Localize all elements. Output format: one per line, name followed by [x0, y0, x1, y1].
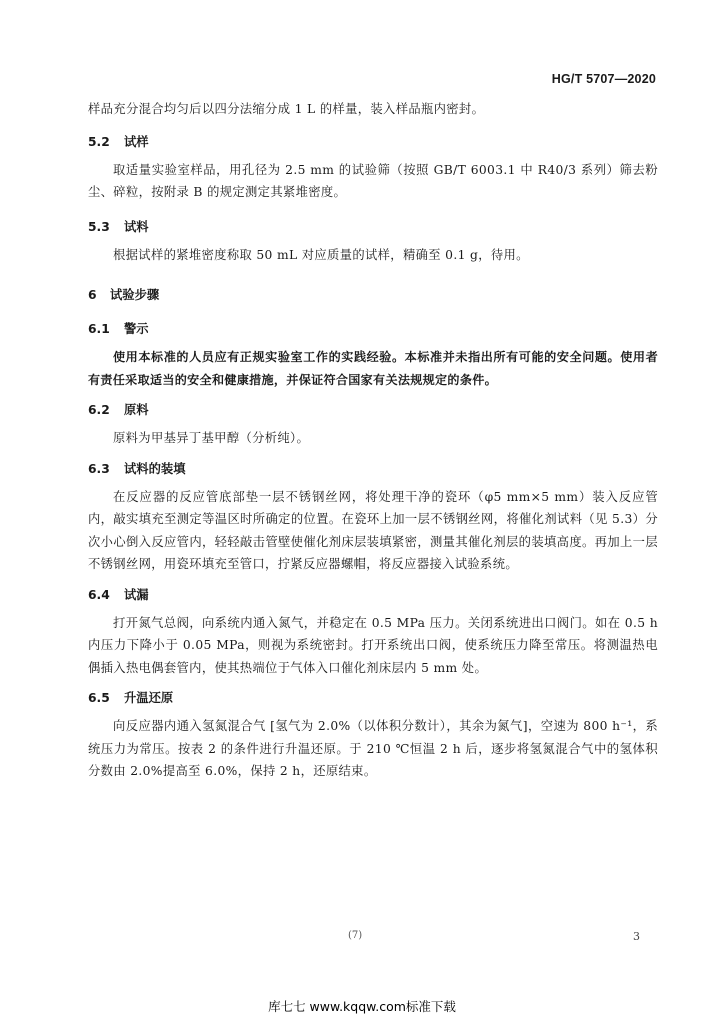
paragraph-6-2: 原料为甲基异丁基甲醇（分析纯）。 — [113, 431, 310, 445]
paragraph-6-5: 向反应器内通入氢氮混合气 [氢气为 2.0%（以体积分数计），其余为氮气]，空速为 800 h⁻¹，系统压力为常压。按表 2 的条件进行升温还原。于 210 ℃恒温 2 h 后，逐步将氢氮混合气中的氢体积分数由 2.0%提高至 6.0%，保持 2 h，还原结束。 — [88, 719, 658, 778]
standard-code: HG/T 5707—2020 — [551, 72, 656, 86]
page-mark: (7) — [348, 930, 363, 941]
heading-number: 6 — [88, 288, 97, 302]
heading-number: 6.3 — [88, 461, 110, 476]
heading-title: 试样 — [124, 134, 149, 149]
page-content — [88, 98, 658, 783]
heading-title: 原料 — [124, 403, 149, 417]
heading-5-2 — [88, 131, 658, 153]
heading-6-1 — [88, 318, 658, 340]
heading-6-2 — [88, 399, 658, 421]
heading-number: 5.3 — [88, 219, 110, 234]
paragraph-5-3: 根据试样的紧堆密度称取 50 mL 对应质量的试样，精确至 0.1 g，待用。 — [113, 247, 529, 262]
heading-number: 6.2 — [88, 403, 110, 417]
heading-title: 警示 — [124, 322, 149, 336]
paragraph-6-3: 在反应器的反应管底部垫一层不锈钢丝网，将处理干净的瓷环（φ5 mm×5 mm）装入反应管内，敲实填充至测定等温区时所确定的位置。在瓷环上加一层不锈钢丝网，将催化剂试料（见 5.3）分次小心倒入反应管内，轻轻敲击管壁使催化剂床层装填紧密，测量其催化剂层的装填高度。再加上一层不锈钢丝网，用瓷环填充至管口，拧紧反应器螺帽，将反应器接入试验系统。 — [88, 489, 658, 571]
heading-6 — [88, 284, 658, 306]
heading-title: 升温还原 — [124, 691, 174, 705]
carry-over-paragraph: 样品充分混合均匀后以四分法缩分成 1 L 的样量，装入样品瓶内密封。 — [88, 102, 485, 116]
heading-number: 6.5 — [88, 691, 110, 705]
heading-6-4 — [88, 584, 658, 606]
heading-number: 6.4 — [88, 587, 110, 602]
paragraph-6-4: 打开氮气总阀，向系统内通入氮气，并稳定在 0.5 MPa 压力。关闭系统进出口阀门。如在 0.5 h 内压力下降小于 0.05 MPa，则视为系统密封。打开系统出口阀，使系统压力降至常压。将测温热电偶插入热电偶套管内，使其热端位于气体入口催化剂床层内 5 mm 处。 — [88, 615, 658, 675]
heading-title: 试验步骤 — [110, 288, 160, 302]
heading-title: 试料的装填 — [124, 461, 186, 476]
download-footer: 库七七 www.kqqw.com标准下载 — [268, 999, 456, 1014]
heading-number: 5.2 — [88, 134, 110, 149]
heading-5-3 — [88, 216, 658, 238]
heading-title: 试料 — [124, 219, 149, 234]
heading-6-3 — [88, 458, 658, 480]
heading-6-5 — [88, 687, 658, 709]
heading-number: 6.1 — [88, 322, 110, 336]
paragraph-5-2: 取适量实验室样品，用孔径为 2.5 mm 的试验筛（按照 GB/T 6003.1 中 R40/3 系列）筛去粉尘、碎粒，按附录 B 的规定测定其紧堆密度。 — [88, 162, 658, 199]
warning-paragraph: 使用本标准的人员应有正规实验室工作的实践经验。本标准并未指出所有可能的安全问题。使用者有责任采取适当的安全和健康措施，并保证符合国家有关法规规定的条件。 — [88, 350, 658, 387]
heading-title: 试漏 — [124, 587, 149, 602]
page-number: 3 — [633, 930, 640, 943]
